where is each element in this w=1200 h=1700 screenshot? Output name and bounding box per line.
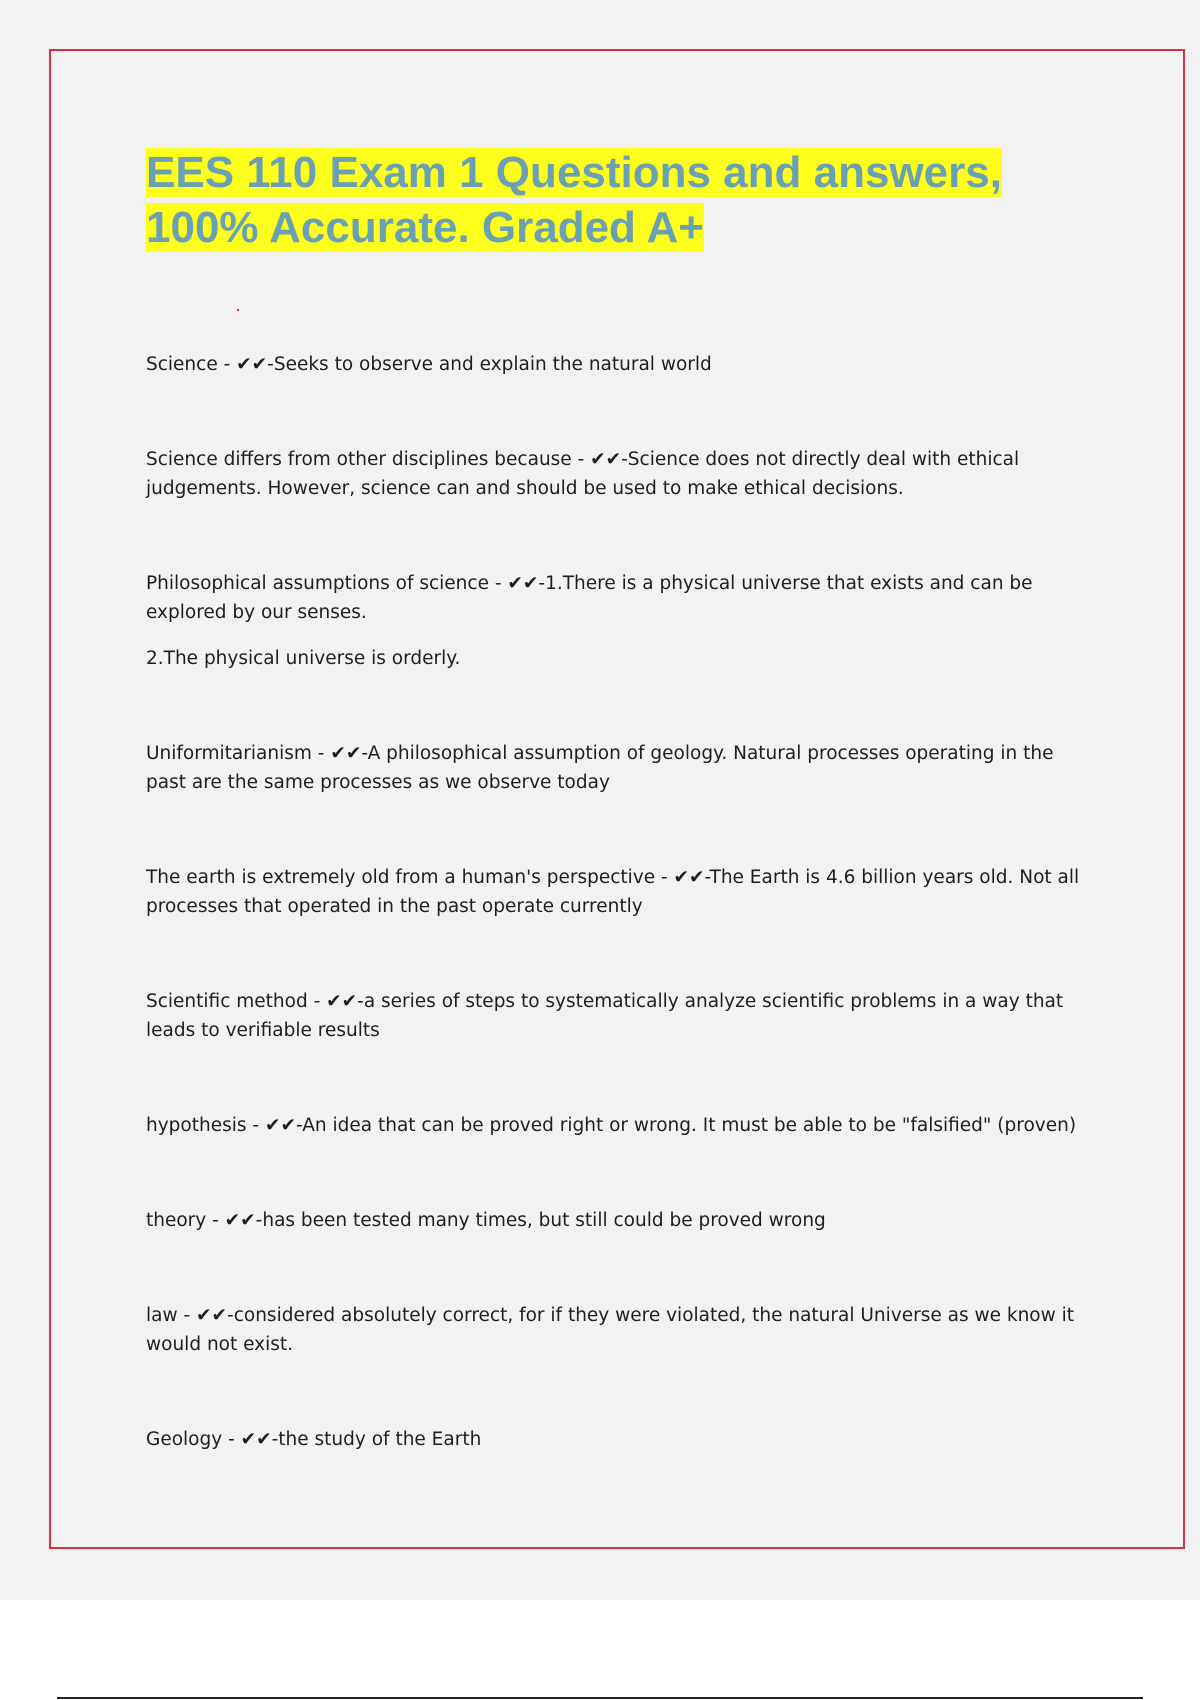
qa-entry (146, 1206, 1091, 1235)
qa-entry (146, 445, 1091, 503)
qa-entry (146, 350, 1091, 379)
qa-paragraph: law - ✔✔-considered absolutely correct, for if they were violated, the natural Universe as we know it would not exist. (146, 1305, 1075, 1355)
qa-entry (146, 1111, 1091, 1140)
qa-paragraph: Uniformitarianism - ✔✔-A philosophical assumption of geology. Natural processes operating in the past are the same processes as we observe today (146, 743, 1054, 793)
qa-paragraph: Geology - ✔✔-the study of the Earth (146, 1429, 482, 1450)
qa-entry (146, 1425, 1091, 1454)
red-dot-mark (237, 309, 239, 311)
qa-entry (146, 569, 1091, 673)
qa-paragraph: Science - ✔✔-Seeks to observe and explain the natural world (146, 354, 712, 375)
qa-entry (146, 863, 1091, 921)
qa-list (146, 350, 1091, 1520)
qa-entry (146, 739, 1091, 797)
qa-paragraph: theory - ✔✔-has been tested many times, but still could be proved wrong (146, 1210, 826, 1231)
qa-paragraph: Science differs from other disciplines because - ✔✔-Science does not directly deal with ethical judgements. However, science can and should be used to make ethical decisions. (146, 449, 1020, 499)
document-title-text: EES 110 Exam 1 Questions and answers, 100% Accurate. Graded A+ (146, 148, 1002, 252)
qa-paragraph: Scientific method - ✔✔-a series of steps to systematically analyze scientific problems in a way that leads to verifiable results (146, 991, 1064, 1041)
qa-entry (146, 987, 1091, 1045)
qa-paragraph: hypothesis - ✔✔-An idea that can be proved right or wrong. It must be able to be "falsified" (proven) (146, 1115, 1077, 1136)
qa-paragraph: The earth is extremely old from a human's perspective - ✔✔-The Earth is 4.6 billion years old. Not all processes that operated in the past operate currently (146, 867, 1080, 917)
qa-entry (146, 1301, 1091, 1359)
footer-rule (57, 1697, 1143, 1699)
document-title (146, 145, 1096, 255)
qa-paragraph: Philosophical assumptions of science - ✔✔-1.There is a physical universe that exists and can be explored by our senses. (146, 573, 1033, 623)
qa-paragraph: 2.The physical universe is orderly. (146, 648, 461, 669)
